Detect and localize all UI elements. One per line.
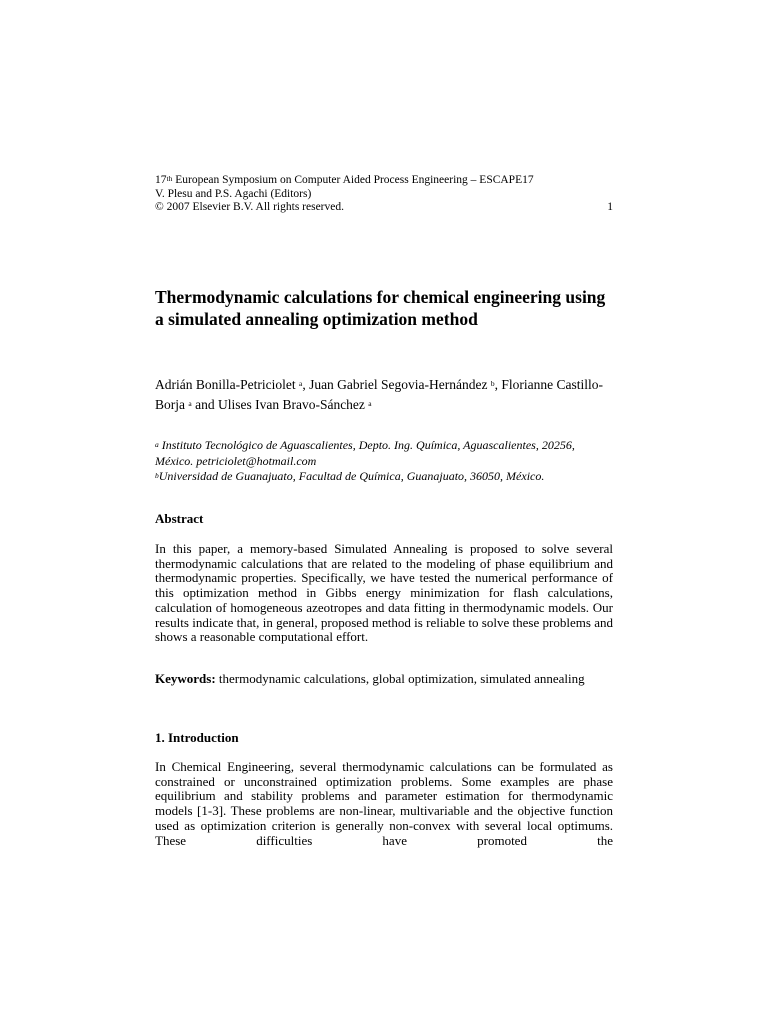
affiliation-mark: b [155,471,159,480]
author: Ulises Ivan Bravo-Sánchez $^a$ [217,396,372,412]
author-list: Adrián Bonilla-Petriciolet $^a$, Juan Gabriel Segovia-Hernández $^b$, Florianne Castillo-Borja $^a$ and Ulises Ivan Bravo-Sánchez $^a$ [155,377,603,412]
affiliation-text: Instituto Tecnológico de Aguascalientes, Depto. Ing. Química, Aguascalientes, 20256, México. petriciolet@hotmail.com [155,438,575,468]
conference-number: 17 [155,174,167,186]
conference-ordinal: th [166,174,173,183]
affiliation [155,469,613,485]
introduction-text: In Chemical Engineering, several thermodynamic calculations can be formulated as constrained or unconstrained optimization problems. Some examples are phase equilibrium and stability problems and parameter estimation for thermodynamic models [1-3]. These problems are non-linear, multivariable and the objective function used as optimization criterion is generally non-convex with several local optimums. These difficulties have promoted the [155,760,613,848]
author: Florianne Castillo-Borja $^a$ [155,377,603,412]
paper-title: Thermodynamic calculations for chemical engineering using a simulated annealing optimization method [155,287,606,329]
affiliation [155,438,613,469]
abstract-heading: Abstract [155,511,204,526]
introduction-heading: 1. Introduction [155,730,239,745]
author-affil-mark: b [490,379,495,388]
author: Adrián Bonilla-Petriciolet $^a$ [155,377,303,392]
keywords-text: thermodynamic calculations, global optimization, simulated annealing [215,671,585,686]
running-header [155,174,613,215]
abstract-text: In this paper, a memory-based Simulated Annealing is proposed to solve several thermodynamic calculations that are related to the modeling of phase equilibrium and thermodynamic properties. Specifically, we have tested the numerical performance of this optimization method in Gibbs energy minimization for flash calculations, calculation of homogeneous azeotropes and data fitting in thermodynamic models. Our results indicate that, in general, proposed method is reliable to solve these problems and shows a reasonable computational effort. [155,541,613,645]
page-number: 1 [607,201,613,213]
author: Juan Gabriel Segovia-Hernández $^b$ [309,377,495,392]
keywords-label: Keywords: [155,671,216,686]
keywords [155,672,613,687]
copyright-notice: © 2007 Elsevier B.V. All rights reserved. [155,201,344,213]
affiliation-text: Universidad de Guanajuato, Facultad de Química, Guanajuato, 36050, México. [158,469,545,483]
affiliation-mark: a [155,440,159,449]
author-affil-mark: a [368,398,372,408]
author-affil-mark: a [298,379,303,388]
editors-line: V. Plesu and P.S. Agachi (Editors) [155,187,312,200]
conference-line [155,174,613,188]
conference-name: European Symposium on Computer Aided Process Engineering – ESCAPE17 [172,174,534,186]
affiliations [155,438,613,485]
author-affil-mark: a [188,398,192,408]
copyright-row [155,201,613,215]
